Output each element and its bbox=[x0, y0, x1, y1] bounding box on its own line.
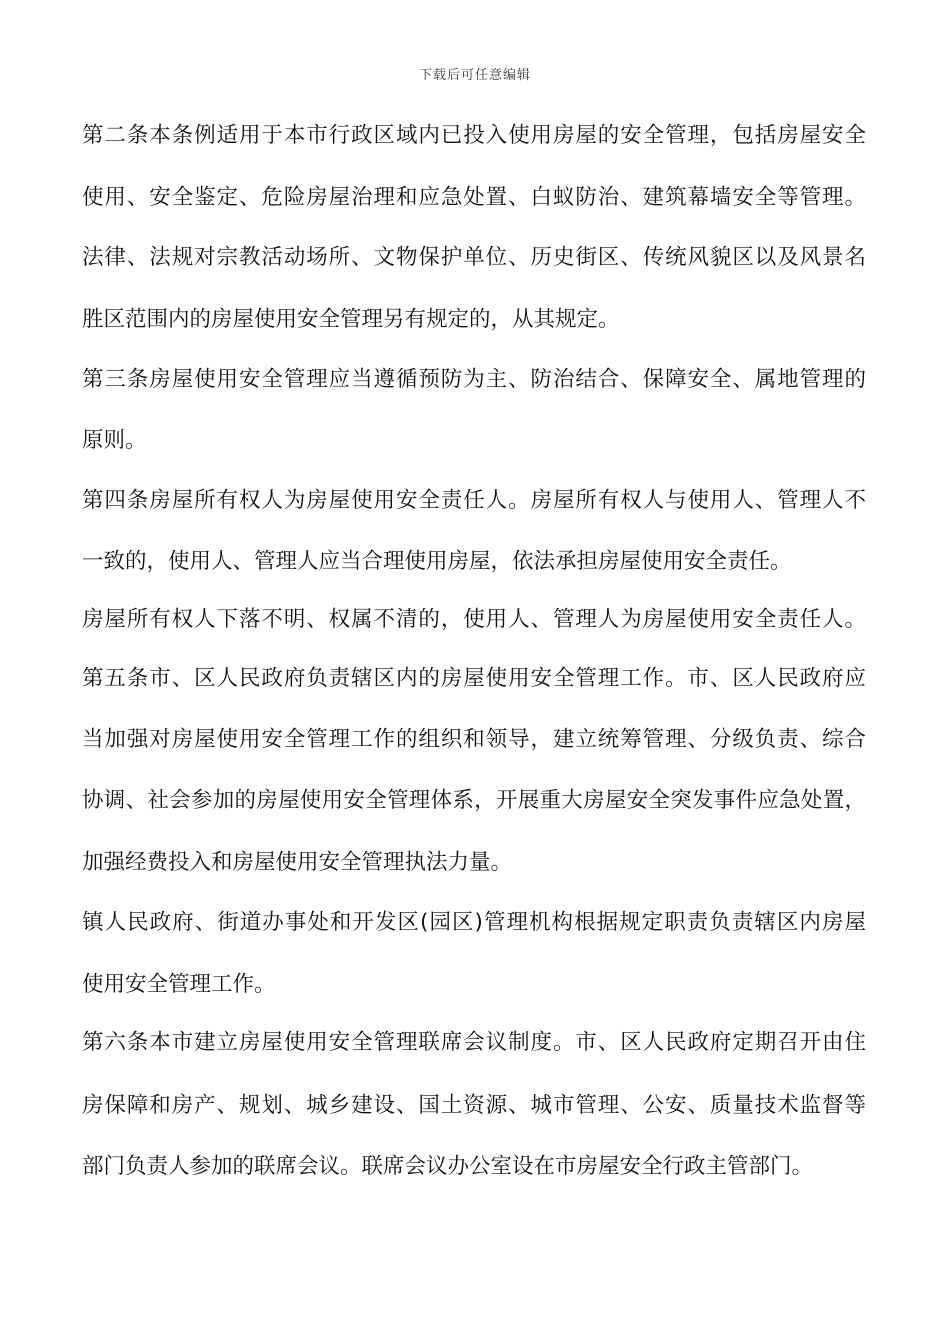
body-line: 当加强对房屋使用安全管理工作的组织和领导，建立统筹管理、分级负责、综合 bbox=[82, 727, 866, 752]
body-line: 镇人民政府、街道办事处和开发区(园区)管理机构根据规定职责负责辖区内房屋 bbox=[82, 910, 866, 935]
body-line: 使用安全管理工作。 bbox=[82, 972, 276, 997]
body-line: 部门负责人参加的联席会议。联席会议办公室设在市房屋安全行政主管部门。 bbox=[82, 1154, 814, 1179]
body-line: 房保障和房产、规划、城乡建设、国土资源、城市管理、公安、质量技术监督等 bbox=[82, 1093, 866, 1118]
page-header: 下载后可任意编辑 bbox=[418, 68, 531, 83]
body-line: 第四条房屋所有权人为房屋使用安全责任人。房屋所有权人与使用人、管理人不 bbox=[82, 488, 866, 513]
body-line: 一致的，使用人、管理人应当合理使用房屋，依法承担房屋使用安全责任。 bbox=[82, 549, 792, 574]
body-line: 第二条本条例适用于本市行政区域内已投入使用房屋的安全管理，包括房屋安全 bbox=[82, 123, 866, 148]
body-line: 第五条市、区人民政府负责辖区内的房屋使用安全管理工作。市、区人民政府应 bbox=[82, 666, 866, 691]
body-line: 胜区范围内的房屋使用安全管理另有规定的，从其规定。 bbox=[82, 307, 620, 332]
body-line: 法律、法规对宗教活动场所、文物保护单位、历史街区、传统风貌区以及风景名 bbox=[82, 245, 866, 270]
body-line: 第六条本市建立房屋使用安全管理联席会议制度。市、区人民政府定期召开由住 bbox=[82, 1030, 866, 1055]
body-line: 原则。 bbox=[82, 428, 147, 453]
body-line: 使用、安全鉴定、危险房屋治理和应急处置、白蚁防治、建筑幕墙安全等管理。 bbox=[82, 185, 866, 210]
body-line: 第三条房屋使用安全管理应当遵循预防为主、防治结合、保障安全、属地管理的 bbox=[82, 367, 866, 392]
body-line: 协调、社会参加的房屋使用安全管理体系，开展重大房屋安全突发事件应急处置， bbox=[82, 788, 866, 813]
body-line: 房屋所有权人下落不明、权属不清的，使用人、管理人为房屋使用安全责任人。 bbox=[82, 607, 866, 632]
body-line: 加强经费投入和房屋使用安全管理执法力量。 bbox=[82, 850, 513, 875]
